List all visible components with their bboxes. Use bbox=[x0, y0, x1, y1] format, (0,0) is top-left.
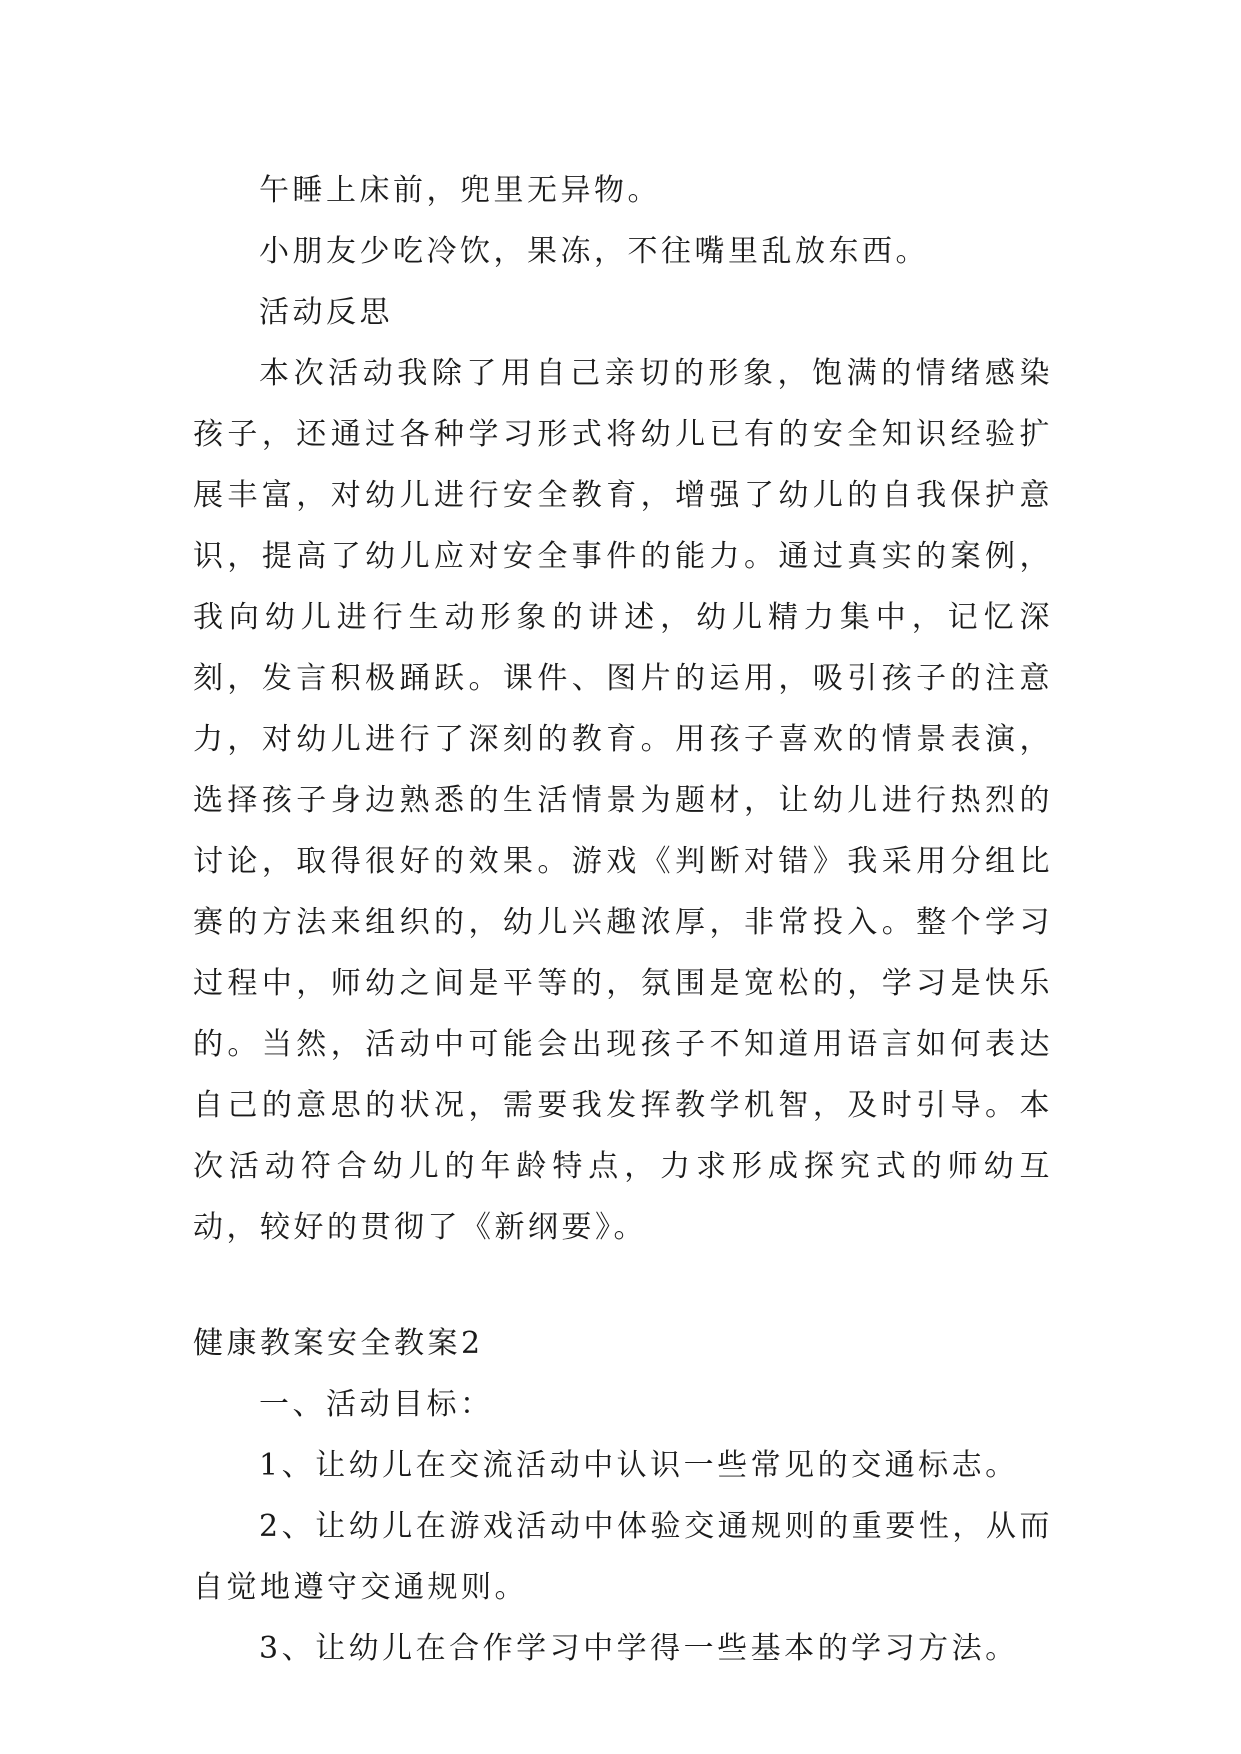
section-heading: 健康教案安全教案2 bbox=[193, 1326, 484, 1361]
paragraph-reflection-title: 活动反思 bbox=[259, 295, 393, 330]
paragraph-nap-rule: 午睡上床前，兜里无异物。 bbox=[259, 173, 661, 208]
paragraph-reflection-body: 本次活动我除了用自己亲切的形象，饱满的情绪感染孩子，还通过各种学习形式将幼儿已有的安全知识经验扩展丰富，对幼儿进行安全教育，增强了幼儿的自我保护意识，提高了幼儿应对安全事件的能力。通过真实的案例，我向幼儿进行生动形象的讲述，幼儿精力集中，记忆深刻，发言积极踊跃。课件、图片的运用，吸引孩子的注意力，对幼儿进行了深刻的教育。用孩子喜欢的情景表演，选择孩子身边熟悉的生活情景为题材，让幼儿进行热烈的讨论，取得很好的效果。游戏《判断对错》我采用分组比赛的方法来组织的，幼儿兴趣浓厚，非常投入。整个学习过程中，师幼之间是平等的，氛围是宽松的，学习是快乐的。当然，活动中可能会出现孩子不知道用语言如何表达自己的意思的状况，需要我发挥教学机智，及时引导。本次活动符合幼儿的年龄特点，力求形成探究式的师幼互动，较好的贯彻了《新纲要》。 bbox=[193, 356, 1053, 1245]
paragraph-food-rule: 小朋友少吃冷饮，果冻，不往嘴里乱放东西。 bbox=[259, 234, 929, 269]
document-body bbox=[193, 160, 1053, 1679]
paragraph-goal-1: 1、让幼儿在交流活动中认识一些常见的交通标志。 bbox=[259, 1448, 1019, 1483]
section-spacer bbox=[193, 1258, 1053, 1313]
paragraph-goal-3: 3、让幼儿在合作学习中学得一些基本的学习方法。 bbox=[259, 1631, 1019, 1666]
paragraph-goal-2: 2、让幼儿在游戏活动中体验交通规则的重要性，从而自觉地遵守交通规则。 bbox=[193, 1509, 1053, 1605]
paragraph-goals-title: 一、活动目标： bbox=[259, 1387, 494, 1422]
